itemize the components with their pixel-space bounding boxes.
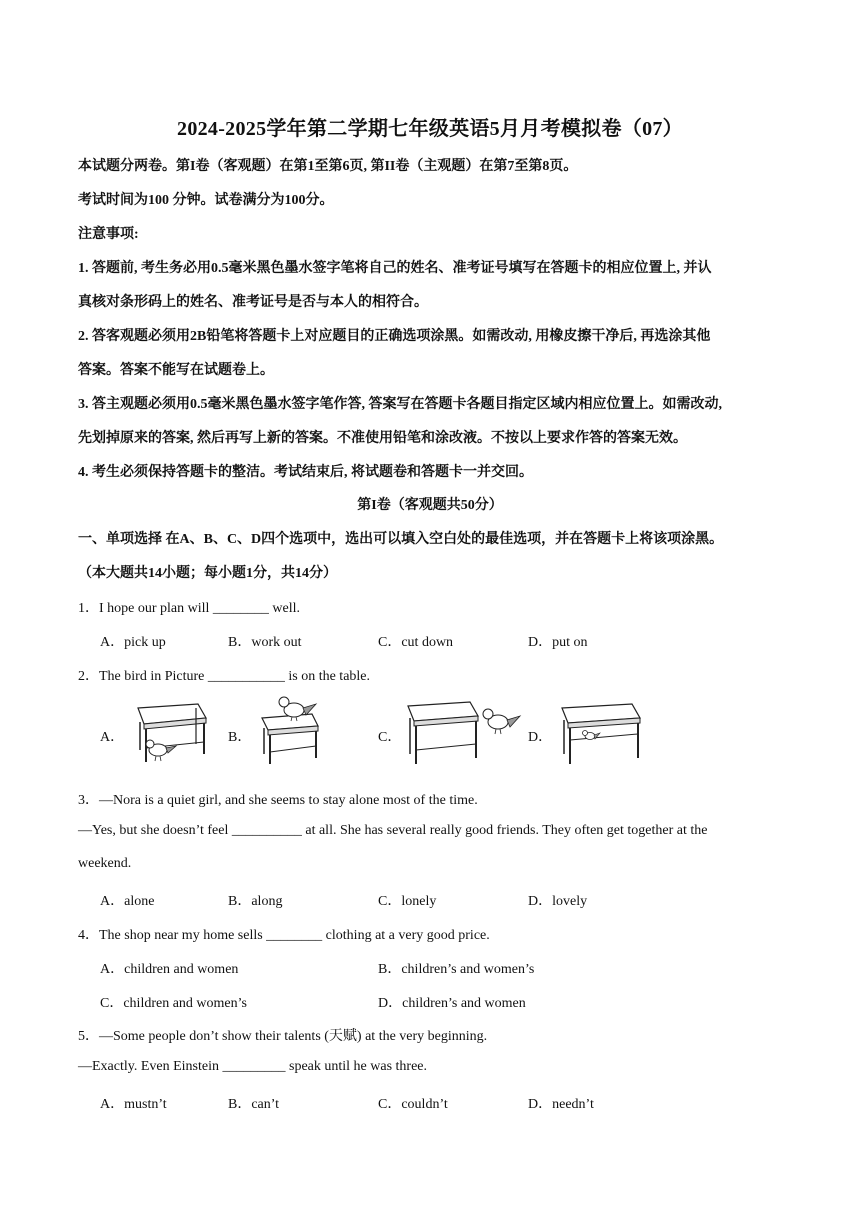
- q5-option-b[interactable]: B．can’t: [228, 1097, 280, 1112]
- q3-option-b[interactable]: B．along: [228, 894, 283, 909]
- intro-line-2: 考试时间为100 分钟。试卷满分为100分。: [78, 193, 334, 208]
- q1-option-c[interactable]: C．cut down: [378, 635, 454, 650]
- table-bird-beside-icon: [378, 696, 528, 768]
- q1-option-b[interactable]: B．work out: [228, 635, 302, 650]
- note-3-line-b: 先划掉原来的答案, 然后再写上新的答案。不准使用铅笔和涂改液。不按以上要求作答的答案无效。: [78, 431, 687, 446]
- table-bird-in-icon: [528, 696, 648, 768]
- q2-option-c-label: C．: [378, 730, 402, 745]
- question-1-stem: 1．I hope our plan will ________ well.: [78, 601, 301, 616]
- q5-option-a[interactable]: A．mustn’t: [100, 1097, 167, 1112]
- q3-option-d[interactable]: D．lovely: [528, 894, 588, 909]
- q4-option-c[interactable]: C．children and women’s: [100, 996, 247, 1011]
- q2-option-b-label: B．: [228, 730, 252, 745]
- q4-option-b[interactable]: B．children’s and women’s: [378, 962, 535, 977]
- q5-option-d[interactable]: D．needn’t: [528, 1097, 594, 1112]
- note-4: 4. 考生必须保持答题卡的整洁。考试结束后, 将试题卷和答题卡一并交回。: [78, 465, 533, 480]
- page-title: 2024-2025学年第二学期七年级英语5月月考模拟卷（07）: [177, 118, 683, 140]
- part-note: （本大题共14小题；每小题1分，共14分）: [78, 566, 337, 581]
- q4-option-d[interactable]: D．children’s and women: [378, 996, 526, 1011]
- note-1-line-b: 真核对条形码上的姓名、准考证号是否与本人的相符合。: [78, 295, 428, 310]
- q2-option-b[interactable]: [228, 696, 338, 768]
- question-3-stem-2: —Yes, but she doesn’t feel __________ at all. She has several really good friends. They often get together at the: [78, 823, 708, 838]
- section-title: 第I卷（客观题共50分）: [357, 498, 503, 513]
- question-4-stem: 4．The shop near my home sells ________ clothing at a very good price.: [78, 928, 490, 943]
- part-heading: 一、单项选择 在A、B、C、D四个选项中，选出可以填入空白处的最佳选项，并在答题卡上将该项涂黑。: [78, 532, 724, 547]
- q2-option-a[interactable]: [100, 696, 210, 768]
- q2-option-a-label: A．: [100, 730, 125, 745]
- q2-option-d-label: D．: [528, 730, 553, 745]
- note-2-line-b: 答案。答案不能写在试题卷上。: [78, 363, 274, 378]
- question-3-stem: 3．—Nora is a quiet girl, and she seems to stay alone most of the time.: [78, 793, 478, 808]
- q2-option-c[interactable]: [378, 696, 528, 768]
- q1-option-d[interactable]: D．put on: [528, 635, 588, 650]
- note-2-line-a: 2. 答客观题必须用2B铅笔将答题卡上对应题目的正确选项涂黑。如需改动, 用橡皮擦干净后, 再选涂其他: [78, 329, 711, 344]
- table-bird-under-icon: [100, 696, 210, 768]
- question-3-stem-3: weekend.: [78, 856, 132, 871]
- note-1-line-a: 1. 答题前, 考生务必用0.5毫米黑色墨水签字笔将自己的姓名、准考证号填写在答题卡的相应位置上, 并认: [78, 261, 712, 276]
- q1-option-a[interactable]: A．pick up: [100, 635, 166, 650]
- q5-option-c[interactable]: C．couldn’t: [378, 1097, 448, 1112]
- q3-option-a[interactable]: A．alone: [100, 894, 155, 909]
- question-5-stem-2: —Exactly. Even Einstein _________ speak until he was three.: [78, 1059, 428, 1074]
- q3-option-c[interactable]: C．lonely: [378, 894, 437, 909]
- q2-option-d[interactable]: [528, 696, 648, 768]
- question-5-stem: 5．—Some people don’t show their talents (天赋) at the very beginning.: [78, 1029, 488, 1044]
- question-2-stem: 2．The bird in Picture ___________ is on the table.: [78, 669, 371, 684]
- intro-line-1: 本试题分两卷。第I卷（客观题）在第1至第6页, 第II卷（主观题）在第7至第8页。: [78, 159, 578, 174]
- note-3-line-a: 3. 答主观题必须用0.5毫米黑色墨水签字笔作答, 答案写在答题卡各题目指定区域内相应位置上。如需改动,: [78, 397, 722, 412]
- table-bird-on-icon: [228, 696, 338, 768]
- q4-option-a[interactable]: A．children and women: [100, 962, 239, 977]
- notes-heading: 注意事项:: [78, 227, 139, 242]
